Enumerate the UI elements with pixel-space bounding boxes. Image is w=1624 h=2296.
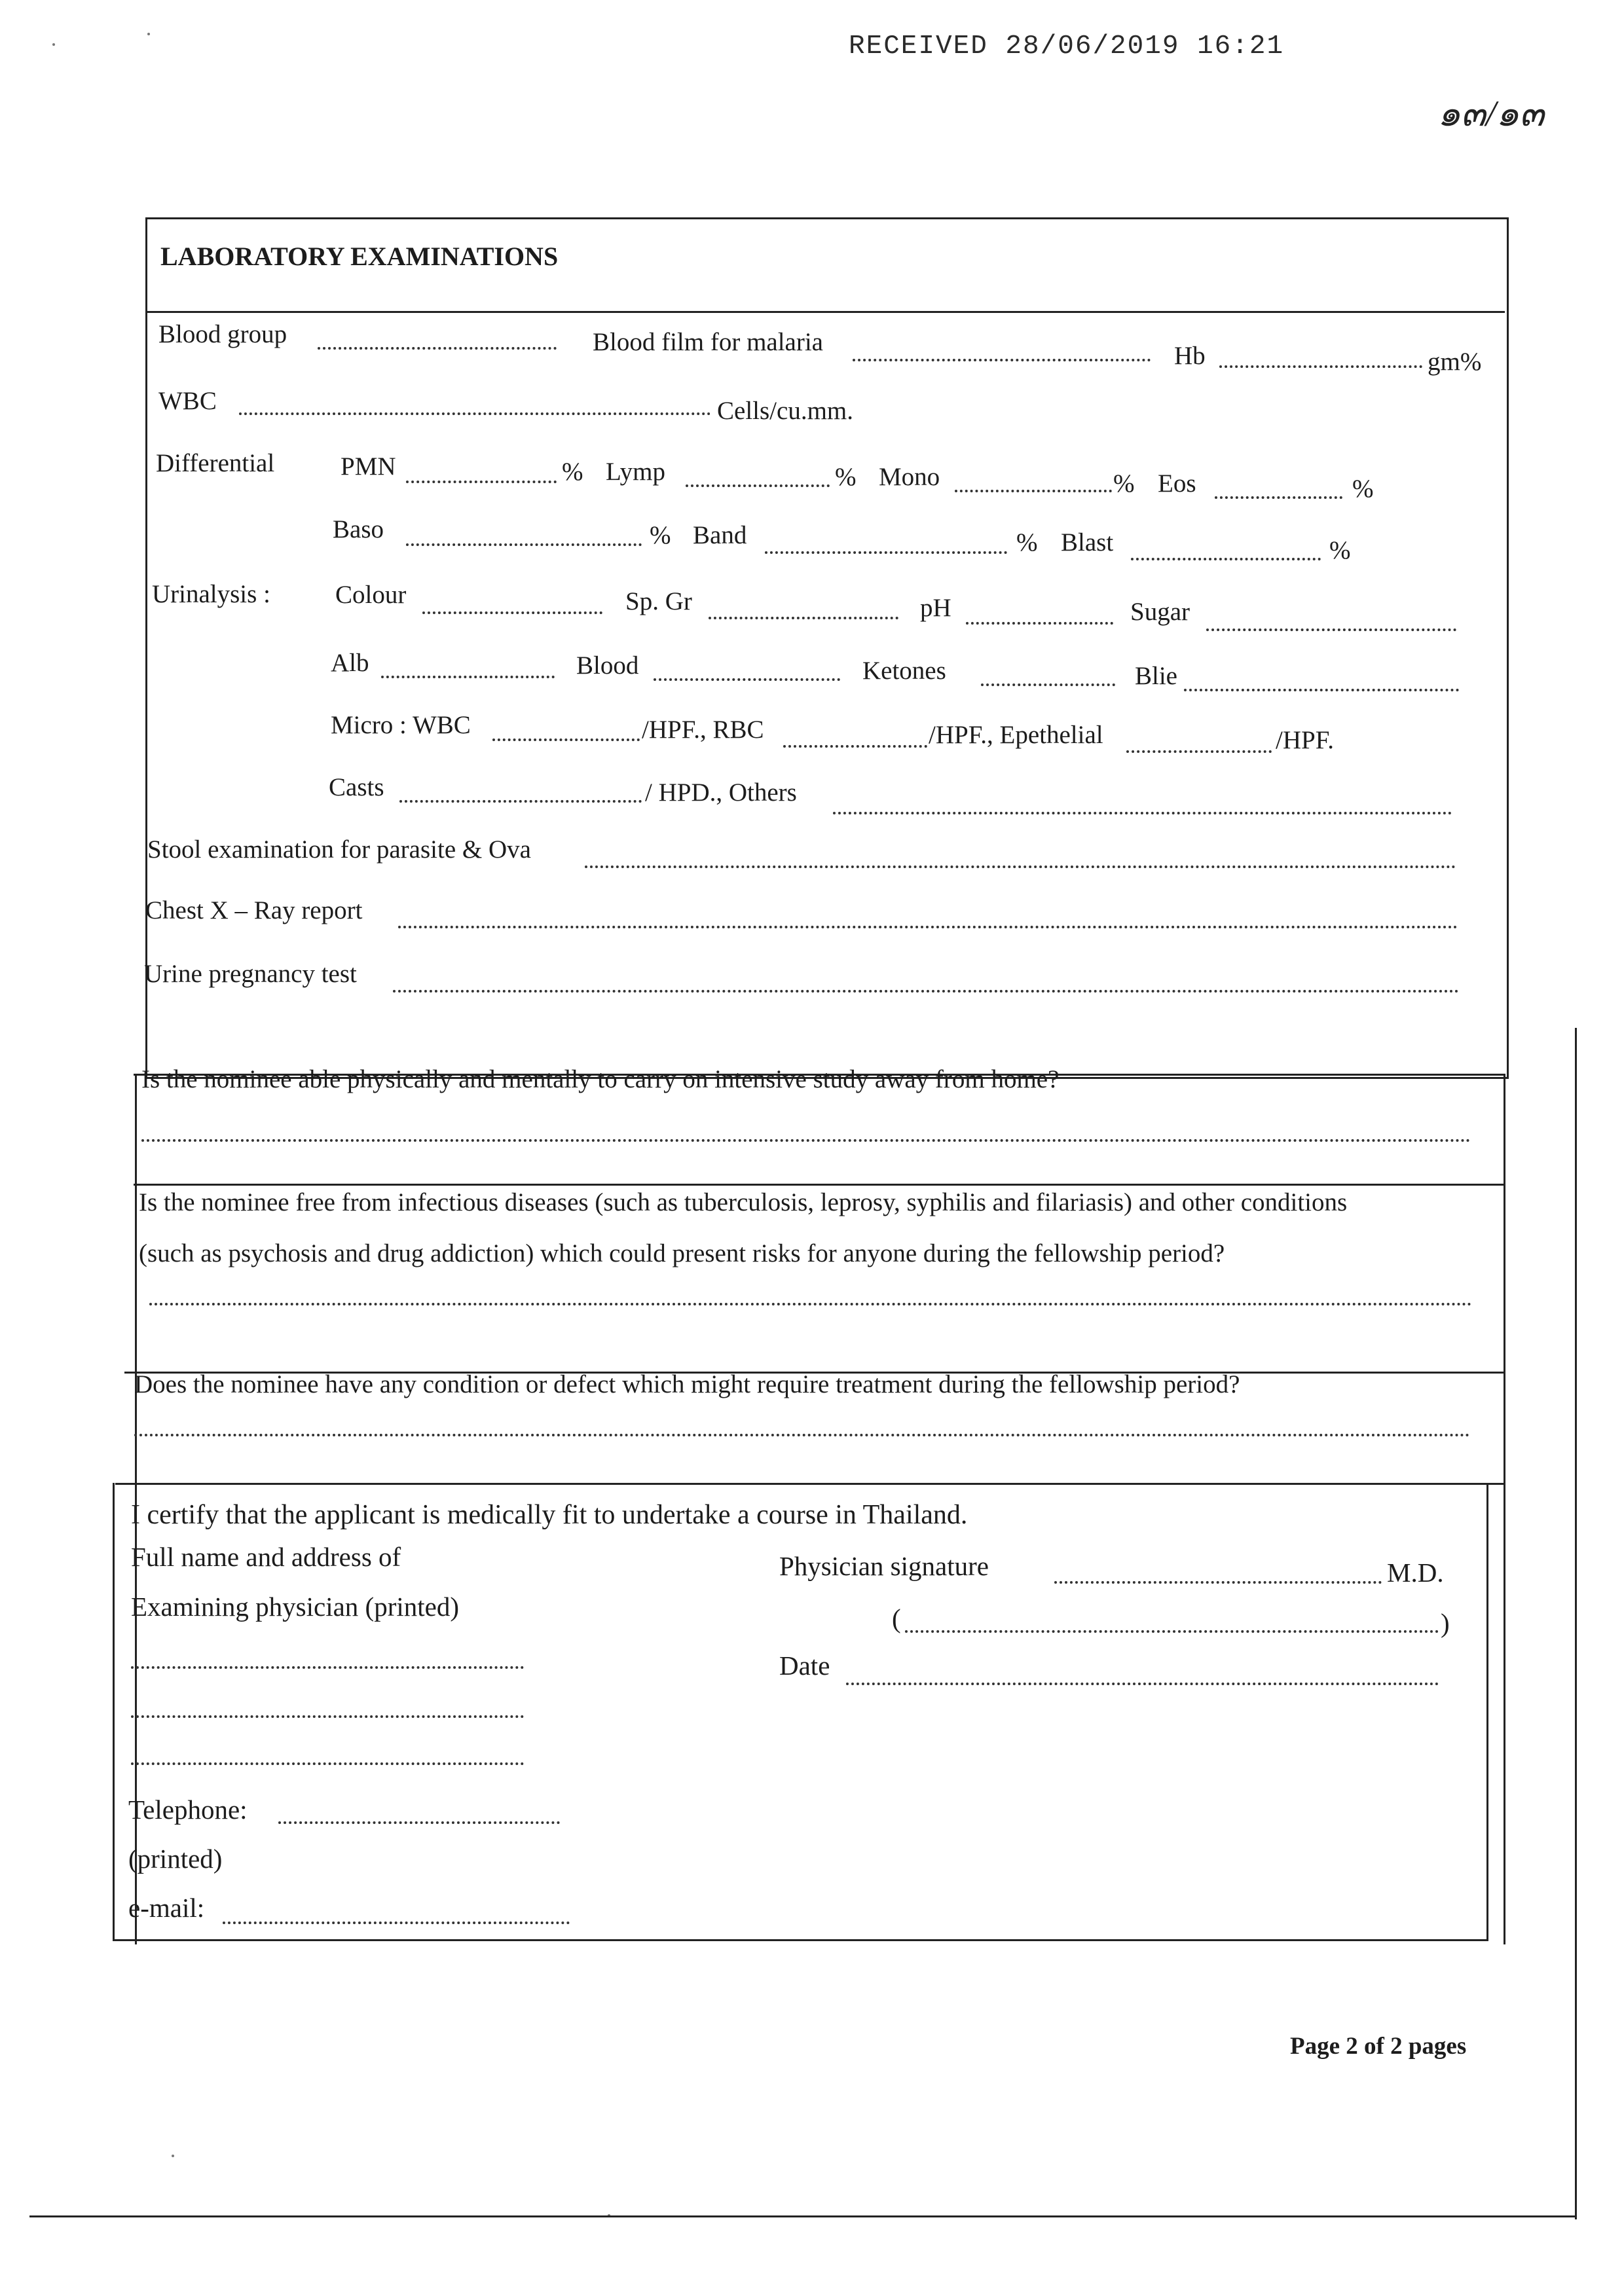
scan-speck bbox=[172, 2155, 174, 2157]
alb-label: Alb bbox=[331, 649, 369, 677]
baso-percent: % bbox=[650, 521, 671, 549]
physician-name-label-line-1: Full name and address of bbox=[131, 1542, 401, 1572]
question-1-answer[interactable] bbox=[141, 1139, 1471, 1142]
band-field[interactable] bbox=[765, 551, 1007, 554]
blie-label: Blie bbox=[1135, 662, 1177, 690]
paren-open: ( bbox=[892, 1603, 901, 1633]
physician-signature-field[interactable] bbox=[1054, 1581, 1382, 1584]
eos-percent: % bbox=[1352, 475, 1374, 503]
blast-field[interactable] bbox=[1131, 558, 1321, 560]
micro-wbc-label: Micro : WBC bbox=[331, 711, 471, 739]
urine-pregnancy-label: Urine pregnancy test bbox=[144, 960, 357, 988]
band-percent: % bbox=[1016, 528, 1038, 556]
question-2-line-1: Is the nominee free from infectious diseases (such as tuberculosis, leprosy, syphilis and filariasis) and other conditions bbox=[139, 1188, 1348, 1216]
received-stamp: RECEIVED 28/06/2019 16:21 bbox=[849, 31, 1285, 62]
colour-field[interactable] bbox=[422, 611, 602, 614]
telephone-label: Telephone: bbox=[128, 1795, 248, 1825]
hb-label: Hb bbox=[1174, 342, 1206, 370]
thai-page-numbering: ๑๓/๑๓ bbox=[1437, 94, 1545, 134]
epethelial-field[interactable] bbox=[1126, 750, 1272, 753]
scan-edge-right bbox=[1575, 1028, 1577, 2219]
question-3-answer[interactable] bbox=[134, 1434, 1470, 1436]
physician-name-field-2[interactable] bbox=[131, 1715, 524, 1718]
certify-statement: I certify that the applicant is medically fit to undertake a course in Thailand. bbox=[131, 1500, 968, 1530]
blood-group-label: Blood group bbox=[158, 320, 287, 348]
band-label: Band bbox=[693, 521, 747, 549]
sp-gr-field[interactable] bbox=[709, 617, 898, 619]
alb-field[interactable] bbox=[381, 676, 555, 678]
wbc-unit: Cells/cu.mm. bbox=[717, 397, 853, 425]
blie-field[interactable] bbox=[1184, 689, 1459, 691]
hpf-label: /HPF. bbox=[1276, 726, 1335, 754]
casts-label: Casts bbox=[329, 773, 384, 801]
date-label: Date bbox=[779, 1650, 830, 1681]
differential-label: Differential bbox=[156, 449, 275, 477]
colour-label: Colour bbox=[335, 581, 407, 609]
q2-top-divider bbox=[134, 1184, 1505, 1186]
hpf-epethelial-label: /HPF., Epethelial bbox=[929, 721, 1103, 749]
eos-field[interactable] bbox=[1215, 496, 1342, 499]
pmn-label: PMN bbox=[341, 452, 396, 481]
physician-name-field-3[interactable] bbox=[131, 1762, 524, 1765]
sp-gr-label: Sp. Gr bbox=[625, 587, 692, 615]
hpd-others-label: / HPD., Others bbox=[645, 778, 797, 807]
hpf-rbc-label: /HPF., RBC bbox=[642, 716, 764, 744]
rbc-field[interactable] bbox=[783, 745, 927, 748]
physician-printed-name-field[interactable] bbox=[905, 1630, 1439, 1633]
blood-label: Blood bbox=[576, 651, 639, 680]
physician-name-label-line-2: Examining physician (printed) bbox=[131, 1592, 459, 1622]
blast-percent: % bbox=[1329, 536, 1351, 564]
lymp-percent: % bbox=[835, 463, 857, 491]
scan-speck bbox=[147, 33, 150, 35]
casts-field[interactable] bbox=[399, 800, 642, 803]
question-1: Is the nominee able physically and mentally to carry on intensive study away from home? bbox=[141, 1065, 1060, 1093]
certify-right-border bbox=[1486, 1483, 1488, 1941]
urinalysis-label: Urinalysis : bbox=[152, 580, 270, 608]
baso-field[interactable] bbox=[406, 543, 642, 546]
date-field[interactable] bbox=[846, 1683, 1439, 1685]
ph-field[interactable] bbox=[966, 622, 1113, 625]
micro-wbc-field[interactable] bbox=[492, 738, 640, 741]
blood-field[interactable] bbox=[654, 678, 840, 681]
sugar-field[interactable] bbox=[1206, 629, 1456, 631]
lymp-field[interactable] bbox=[686, 484, 830, 487]
certify-top-divider bbox=[115, 1483, 1505, 1485]
eos-label: Eos bbox=[1158, 469, 1196, 498]
pmn-percent: % bbox=[562, 458, 583, 486]
physician-signature-label: Physician signature bbox=[779, 1551, 989, 1581]
certify-bottom-border bbox=[113, 1939, 1488, 1941]
scan-edge-bottom bbox=[29, 2215, 1575, 2217]
certify-left-border bbox=[113, 1483, 115, 1941]
sugar-label: Sugar bbox=[1130, 598, 1190, 626]
urine-pregnancy-field[interactable] bbox=[393, 990, 1459, 993]
blood-group-field[interactable] bbox=[318, 347, 557, 350]
telephone-field[interactable] bbox=[278, 1821, 560, 1824]
blast-label: Blast bbox=[1061, 528, 1114, 556]
ketones-field[interactable] bbox=[981, 683, 1115, 686]
blood-film-field[interactable] bbox=[853, 359, 1151, 361]
email-field[interactable] bbox=[223, 1922, 570, 1924]
stool-field[interactable] bbox=[585, 866, 1456, 868]
lymp-label: Lymp bbox=[606, 458, 666, 486]
wbc-field[interactable] bbox=[239, 412, 710, 415]
mono-percent: % bbox=[1113, 469, 1135, 498]
title-divider bbox=[145, 311, 1505, 313]
stool-label: Stool examination for parasite & Ova bbox=[147, 835, 531, 864]
ph-label: pH bbox=[920, 594, 951, 622]
baso-label: Baso bbox=[333, 515, 384, 543]
telephone-printed-note: (printed) bbox=[128, 1844, 223, 1874]
page-number: Page 2 of 2 pages bbox=[1290, 2033, 1467, 2060]
wbc-label: WBC bbox=[158, 387, 217, 415]
md-suffix: M.D. bbox=[1387, 1558, 1444, 1588]
chest-field[interactable] bbox=[398, 926, 1458, 928]
section-title: LABORATORY EXAMINATIONS bbox=[160, 242, 559, 271]
others-field[interactable] bbox=[833, 812, 1452, 814]
lower-right-border bbox=[1504, 1074, 1505, 1944]
blood-film-label: Blood film for malaria bbox=[593, 328, 823, 356]
mono-label: Mono bbox=[879, 463, 940, 491]
physician-name-field-1[interactable] bbox=[131, 1666, 524, 1669]
question-2-answer[interactable] bbox=[149, 1303, 1472, 1305]
ketones-label: Ketones bbox=[862, 657, 946, 685]
question-3: Does the nominee have any condition or defect which might require treatment during the fellowship period? bbox=[134, 1370, 1240, 1398]
scan-speck bbox=[52, 43, 55, 46]
question-2-line-2: (such as psychosis and drug addiction) which could present risks for anyone during the fellowship period? bbox=[139, 1239, 1225, 1267]
hb-field[interactable] bbox=[1219, 365, 1422, 368]
email-label: e-mail: bbox=[128, 1893, 205, 1923]
paren-close: ) bbox=[1441, 1608, 1450, 1638]
mono-field[interactable] bbox=[955, 490, 1112, 492]
chest-label: Chest X – Ray report bbox=[145, 896, 363, 924]
hb-unit: gm% bbox=[1428, 348, 1482, 376]
pmn-field[interactable] bbox=[406, 481, 557, 483]
